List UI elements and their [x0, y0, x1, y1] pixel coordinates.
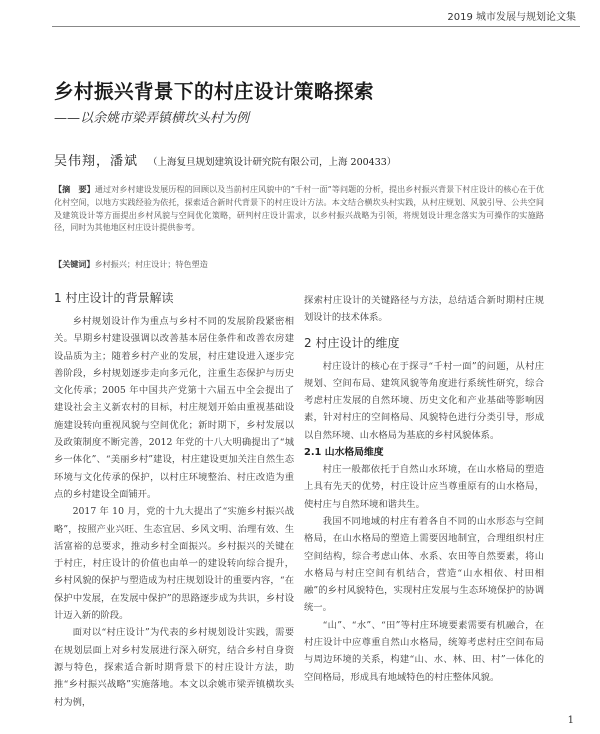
page-number: 1 [567, 715, 574, 726]
body-paragraph: 探索村庄设计的关键路径与方法，总结适合新时期村庄规划设计的技术体系。 [304, 295, 544, 324]
abstract-text: 通过对乡村建设发展历程的回顾以及当前村庄风貌中的“千村一面”等问题的分析，提出乡村振兴背景下村庄设计的核心在于优化村空间，以地方实践经验为依托，探索适合新时代背景下的村庄设计方法。本文结合横坎头村实践，从村庄规划、风貌引导、公共空间及建筑设计等方面提出乡村风貌与空间优化策略，研判村庄设计需求，以乡村振兴战略为引领，将规划设计理念落实为可操作的实施路径，同时为其他地区村庄设计提供参考。 [54, 184, 544, 233]
body-paragraph: 面对以“村庄设计”为代表的乡村规划设计实践，需要在规划层面上对乡村发展进行深入研究，结合乡村自身资源与特色，探索适合新时期背景下的村庄设计方法，助推“乡村振兴战略”实施落地。本文以余姚市梁弄镇横坎头村为例， [54, 627, 294, 708]
author-names: 吴伟翔，潘斌 [54, 154, 139, 169]
keywords [54, 259, 544, 270]
body-paragraph: 乡村规划设计作为重点与乡村不同的发展阶段紧密相关。早期乡村建设强调以改善基本居住条件和改善农房建设品质为主；随着乡村产业的发展，村庄建设进入逐步完善阶段，乡村规划逐步走向多元化，注重生态保护与历史文化传承；2005 年中国共产党第十六届五中全会提出了建设社会主义新农村的目标，村庄规划开始由重视基础设施建设转向重视风貌与空间优化；新时期下，乡村发展以及政策制度不断完善，2012 年党的十八大明确提出了“城乡一体化”、“美丽乡村”建设，村庄建设更加关注自然生态环境与文化传承的保护，以村庄环境整治、村庄改造为重点的乡村建设全面铺开。 [54, 316, 294, 500]
article-subtitle: ——以余姚市梁弄镇横坎头村为例 [54, 111, 250, 126]
keywords-label: 【关键词】 [54, 259, 95, 269]
body-paragraph: 我国不同地域的村庄有着各自不同的山水形态与空间格局，在山水格局的塑造上需要因地制宜，合理组织村庄空间结构，综合考虑山体、水系、农田等自然要素，将山水格局与村庄空间有机结合，营造“山水相依、村田相融”的乡村风貌特色，实现村庄发展与生态环境保护的协调统一。 [304, 515, 544, 614]
section-gap [304, 327, 544, 335]
section-heading-1: 1 村庄设计的背景解读 [54, 291, 174, 305]
left-column [54, 290, 294, 711]
body-paragraph: 2017 年 10 月，党的十九大提出了“实施乡村振兴战略”，按照产业兴旺、生态宜居、乡风文明、治理有效、生活富裕的总要求，推动乡村全面振兴。乡村振兴的关键在于村庄，村庄设计的价值也由单一的建设转向综合提升，乡村风貌的保护与塑造成为村庄规划设计的重要内容，“在保护中发展，在发展中保护”的思路逐步成为共识，乡村设计迈入新的阶段。 [54, 506, 294, 622]
right-column [304, 292, 544, 686]
body-paragraph: 村庄一般都依托于自然山水环境，在山水格局的塑造上具有先天的优势，村庄设计应当尊重原有的山水格局，使村庄与自然环境和谐共生。 [304, 464, 544, 510]
author-affiliation: （上海复旦规划建筑设计研究院有限公司，上海 200433） [148, 157, 397, 168]
subsection-heading: 2.1 山水格局维度 [304, 447, 384, 459]
running-head: 2019 城市发展与规划论文集 [447, 12, 576, 23]
body-paragraph: 村庄设计的核心在于探寻“千村一面”的问题，从村庄规划、空间布局、建筑风貌等角度进行系统性研究，综合考虑村庄发展的自然环境、历史文化和产业基础等影响因素，针对村庄的空间格局、风貌特色进行分类引导，形成以自然环境、山水格局为基底的乡村风貌体系。 [304, 360, 544, 441]
article-title: 乡村振兴背景下的村庄设计策略探索 [54, 80, 375, 103]
abstract-label: 【摘 要】 [54, 184, 95, 194]
body-paragraph: “山”、“水”、“田”等村庄环境要素需要有机融合，在村庄设计中应尊重自然山水格局，统筹考虑村庄空间布局与周边环境的关系，构建“山、水、林、田、村”一体化的空间格局，形成具有地域特色的村庄整体风貌。 [304, 619, 544, 683]
keywords-text: 乡村振兴；村庄设计；特色塑造 [94, 259, 208, 269]
section-heading-2: 2 村庄设计的维度 [304, 335, 400, 350]
author-line [54, 150, 584, 169]
abstract [54, 183, 544, 234]
header-rule [52, 26, 580, 27]
